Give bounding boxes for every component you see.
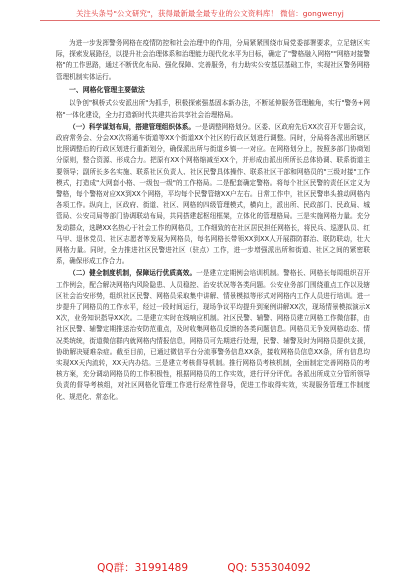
item-two-paragraph bbox=[56, 268, 370, 402]
header-banner bbox=[40, 8, 380, 19]
intro-paragraph: 为进一步发挥警务网格在疫情防控和社会治理中的作用，分局紧紧围绕市局党委部署要求，立足辖区实际，探索发展路径，以提升社会治理体系和治理能力现代化水平为目标，确定了"警格融入网格""网格对接警格"的工作思路，通过不断优化布局、强化保障、完善服务，有力助实公安基层基础工作，实现社区警务网格管理机制实体运行。 bbox=[56, 39, 370, 81]
footer-qq-number: QQ: 535304092 bbox=[227, 562, 311, 574]
section-heading: 一、网格化管理主要做法 bbox=[69, 85, 145, 94]
item-one-body: 一是调整网格划分。区委、区政府先后XX次召开专题会议，政府常务会、分会XX次将通车街道等XX个街道XX个社区的行政区划进行调整。同时，分局将各派出所辖区比照调整后的行政区划进行重新划分，确保派出所与街道乡镇一一对应。在网格划分上，按照多部门协商划分原则，整合资源、形成合力。把原有XX个网格缩减至XX个，并形成由派出所所长总体协调、联系街道主要领导；副所长多名实施、联系社区负责人、社区民警具体操作、联系社区干部和网格员的"三级对接"工作模式，打造成"大网套小格、一级包一级"的工作格局。二是配套确定警格。将每个社区民警的责任区定义为警格，每个警格对应XX到XX个网格，平均每个民警管辖XX户左右。日常工作中，社区民警串头推动网格内各项工作。纵向上，区政府、街道、社区、网格的四级管理模式，横向上，派出所、民政部门、民政局、城管局、公安司局等部门协调联动布局，共同搭建起枢纽框架，立体化的管理格局。三是实施网格力量。充分发动群众，选聘XX名热心于社会工作的网格员，工作细致的在社区居民担任网格长，将民兵、巡逻队员、红马甲、退休党员、社区志愿者等发展为网格员，每名网格长带领XX到XX人开展群防群治、联防联动，壮大网格力量。同时，全力推进社区民警进社区（驻点）工作，进一步增强派出所和街道、社区之间的紧密联系，确保形成工作合力。 bbox=[56, 122, 370, 266]
header-divider bbox=[40, 20, 380, 21]
section-intro-paragraph: 以争创"枫桥式公安派出所"为抓手，积极探索强基固本新办法，不断延伸服务管理触角，实行"警务+网格"一体化建设，全力打造新时代共建共治共享社会治理格局。 bbox=[56, 99, 370, 119]
document-body bbox=[56, 38, 370, 404]
item-one-lead: （一）科学谋划布局，搭建管理组织体系。 bbox=[69, 122, 196, 131]
footer-qq-group: QQ群：31991489 bbox=[97, 562, 189, 574]
footer-contact bbox=[0, 560, 408, 575]
item-two-lead: （二）健全制度机制，保障运行优质高效。 bbox=[69, 269, 197, 278]
item-one-paragraph bbox=[56, 122, 370, 268]
header-banner-text: 关注头条号"公文研究"，获得最新最全最专业的公文资料库！ 微信：gongwenyj bbox=[76, 9, 344, 18]
item-two-body: 一是建立定期例会培训机制。警格长、网格长每周组织召开工作例会，配合解决网格内风险隐患、人员稳控、治安状况等各类问题。公安业务部门围绕重点工作以及辖区社会治安形势，组织社区民警、网格员采取集中讲解、情景模拟等形式对网格内工作人员进行培训。进一步提升了网格员的工作水平，经过一段时间运行，现场争议平均提升到案例讲解XX次，现场情景模拟演示XX次，业务知识指导XX次。二是建立实时在线响应机制。社区民警、辅警、网格员建立网格工作微信群，由社区民警、辅警定期推送治安防范重点，及时收集网格员反馈的各类问题信息。网格员无争发网格动态、情况类统统，街道微信群内就网格内情报信息，网格员可先期进行处理，民警、辅警及时为网格员提供支援，协助解决疑难杂症。截至目前，已通过微信平台分流事警务信息XX条，接收网格员信息XX条，所有信息均实现XX天内流转，XX天内办结。三是建立考核督导机制。推行网格员考核机制，全面制定完善网格员的考核方案，充分调动网格员的工作积极性，根据网格员的工作实效，进行评分评优。各派出所成立分管所领导负责的督导考核组，对社区网格化管理工作进行经常性督导，促进工作取得实效，实现服务管理工作制度化、规范化、常态化。 bbox=[56, 269, 371, 401]
